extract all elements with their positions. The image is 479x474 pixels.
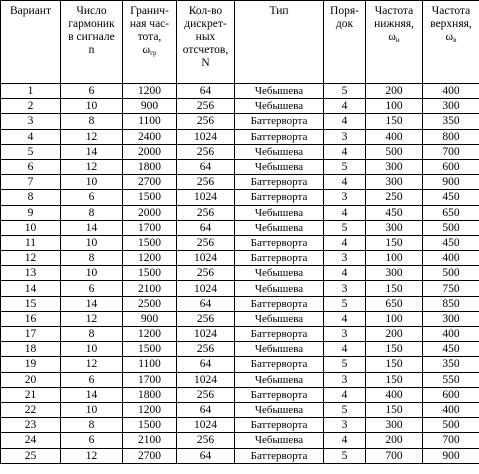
samples-cell: 256 xyxy=(177,175,235,190)
table-row xyxy=(1,251,479,266)
high-freq-cell: 400 xyxy=(423,402,479,417)
samples-cell: 64 xyxy=(177,296,235,311)
low-freq-cell: 300 xyxy=(366,418,423,433)
cutoff-cell: 1700 xyxy=(123,220,177,235)
harmonics-cell: 8 xyxy=(61,418,123,433)
order-cell: 4 xyxy=(324,342,366,357)
table-row xyxy=(1,129,479,144)
order-cell: 4 xyxy=(324,387,366,402)
high-freq-cell: 450 xyxy=(423,190,479,205)
harmonics-cell: 10 xyxy=(61,235,123,250)
high-freq-cell: 300 xyxy=(423,99,479,114)
high-freq-cell: 800 xyxy=(423,129,479,144)
low-freq-cell: 650 xyxy=(366,296,423,311)
order-cell: 4 xyxy=(324,114,366,129)
order-cell: 3 xyxy=(324,418,366,433)
variant-cell: 24 xyxy=(1,433,61,448)
cutoff-cell: 1500 xyxy=(123,266,177,281)
table-row xyxy=(1,190,479,205)
type-cell: Чебышева xyxy=(235,281,324,296)
order-cell: 5 xyxy=(324,220,366,235)
variant-cell: 6 xyxy=(1,159,61,174)
type-cell: Чебышева xyxy=(235,99,324,114)
samples-cell: 1024 xyxy=(177,281,235,296)
table-row xyxy=(1,327,479,342)
harmonics-cell: 12 xyxy=(61,159,123,174)
harmonics-cell: 6 xyxy=(61,433,123,448)
type-cell: Чебышева xyxy=(235,433,324,448)
header-high-frequency: Частота верхняя, $\omega_в$ xyxy=(423,1,479,84)
order-cell: 5 xyxy=(324,402,366,417)
cutoff-cell: 1800 xyxy=(123,159,177,174)
low-freq-cell: 150 xyxy=(366,281,423,296)
order-cell: 5 xyxy=(324,296,366,311)
samples-cell: 1024 xyxy=(177,327,235,342)
order-cell: 4 xyxy=(324,205,366,220)
header-harmonics: Число гармоник в сигнале n xyxy=(61,1,123,84)
variant-cell: 20 xyxy=(1,372,61,387)
variant-cell: 17 xyxy=(1,327,61,342)
variant-cell: 9 xyxy=(1,205,61,220)
high-freq-cell: 500 xyxy=(423,418,479,433)
order-cell: 4 xyxy=(324,235,366,250)
table-row xyxy=(1,281,479,296)
table-row xyxy=(1,159,479,174)
header-cutoff-frequency: Гранич- ная час- тота, $\omega_{гр}$ xyxy=(123,1,177,84)
harmonics-cell: 8 xyxy=(61,205,123,220)
harmonics-cell: 14 xyxy=(61,220,123,235)
low-freq-cell: 400 xyxy=(366,129,423,144)
high-freq-cell: 600 xyxy=(423,387,479,402)
type-cell: Чебышева xyxy=(235,205,324,220)
low-freq-cell: 150 xyxy=(366,114,423,129)
type-cell: Баттерворта xyxy=(235,114,324,129)
table-body xyxy=(1,84,479,464)
low-freq-cell: 150 xyxy=(366,357,423,372)
cutoff-cell: 1200 xyxy=(123,327,177,342)
variant-cell: 1 xyxy=(1,84,61,99)
table-row xyxy=(1,448,479,463)
cutoff-cell: 1200 xyxy=(123,251,177,266)
harmonics-cell: 12 xyxy=(61,448,123,463)
low-freq-cell: 200 xyxy=(366,327,423,342)
type-cell: Баттерворта xyxy=(235,448,324,463)
cutoff-cell: 1500 xyxy=(123,235,177,250)
samples-cell: 64 xyxy=(177,84,235,99)
table-row xyxy=(1,205,479,220)
table-row xyxy=(1,418,479,433)
harmonics-cell: 12 xyxy=(61,357,123,372)
samples-cell: 1024 xyxy=(177,418,235,433)
variant-cell: 16 xyxy=(1,311,61,326)
order-cell: 5 xyxy=(324,357,366,372)
low-freq-cell: 200 xyxy=(366,84,423,99)
low-freq-cell: 300 xyxy=(366,175,423,190)
type-cell: Баттерворта xyxy=(235,175,324,190)
high-freq-cell: 500 xyxy=(423,266,479,281)
table-row xyxy=(1,311,479,326)
low-freq-cell: 700 xyxy=(366,448,423,463)
samples-cell: 64 xyxy=(177,448,235,463)
high-freq-cell: 400 xyxy=(423,327,479,342)
table-row xyxy=(1,114,479,129)
cutoff-cell: 2000 xyxy=(123,144,177,159)
high-freq-cell: 700 xyxy=(423,144,479,159)
order-cell: 3 xyxy=(324,251,366,266)
samples-cell: 1024 xyxy=(177,372,235,387)
high-freq-cell: 750 xyxy=(423,281,479,296)
variant-cell: 11 xyxy=(1,235,61,250)
type-cell: Баттерворта xyxy=(235,235,324,250)
variant-cell: 7 xyxy=(1,175,61,190)
table-row xyxy=(1,144,479,159)
harmonics-cell: 8 xyxy=(61,114,123,129)
cutoff-cell: 2500 xyxy=(123,296,177,311)
variant-cell: 21 xyxy=(1,387,61,402)
low-freq-cell: 300 xyxy=(366,266,423,281)
low-freq-cell: 300 xyxy=(366,220,423,235)
table-row xyxy=(1,266,479,281)
order-cell: 3 xyxy=(324,190,366,205)
order-cell: 3 xyxy=(324,281,366,296)
low-freq-cell: 150 xyxy=(366,402,423,417)
cutoff-cell: 900 xyxy=(123,99,177,114)
low-freq-cell: 200 xyxy=(366,433,423,448)
variant-cell: 19 xyxy=(1,357,61,372)
cutoff-cell: 1100 xyxy=(123,114,177,129)
type-cell: Баттерворта xyxy=(235,251,324,266)
high-freq-cell: 700 xyxy=(423,433,479,448)
variant-cell: 4 xyxy=(1,129,61,144)
variant-cell: 13 xyxy=(1,266,61,281)
variant-cell: 14 xyxy=(1,281,61,296)
samples-cell: 64 xyxy=(177,402,235,417)
table-row xyxy=(1,99,479,114)
cutoff-cell: 2100 xyxy=(123,433,177,448)
high-freq-cell: 850 xyxy=(423,296,479,311)
harmonics-cell: 6 xyxy=(61,190,123,205)
low-freq-cell: 150 xyxy=(366,342,423,357)
cutoff-cell: 2400 xyxy=(123,129,177,144)
table-row xyxy=(1,372,479,387)
high-freq-cell: 650 xyxy=(423,205,479,220)
order-cell: 3 xyxy=(324,327,366,342)
low-freq-cell: 100 xyxy=(366,311,423,326)
low-freq-cell: 100 xyxy=(366,99,423,114)
harmonics-cell: 12 xyxy=(61,129,123,144)
variant-cell: 22 xyxy=(1,402,61,417)
table-row xyxy=(1,387,479,402)
samples-cell: 64 xyxy=(177,220,235,235)
cutoff-cell: 2100 xyxy=(123,281,177,296)
low-freq-cell: 300 xyxy=(366,159,423,174)
variant-cell: 8 xyxy=(1,190,61,205)
table-row xyxy=(1,402,479,417)
variant-cell: 12 xyxy=(1,251,61,266)
variant-cell: 3 xyxy=(1,114,61,129)
cutoff-cell: 2000 xyxy=(123,205,177,220)
samples-cell: 256 xyxy=(177,99,235,114)
high-freq-cell: 550 xyxy=(423,372,479,387)
harmonics-cell: 8 xyxy=(61,251,123,266)
harmonics-cell: 14 xyxy=(61,296,123,311)
type-cell: Баттерворта xyxy=(235,387,324,402)
type-cell: Чебышева xyxy=(235,266,324,281)
variant-cell: 25 xyxy=(1,448,61,463)
order-cell: 4 xyxy=(324,175,366,190)
order-cell: 5 xyxy=(324,84,366,99)
harmonics-cell: 10 xyxy=(61,342,123,357)
samples-cell: 256 xyxy=(177,266,235,281)
table-row xyxy=(1,175,479,190)
type-cell: Чебышева xyxy=(235,144,324,159)
samples-cell: 256 xyxy=(177,235,235,250)
type-cell: Баттерворта xyxy=(235,327,324,342)
harmonics-cell: 8 xyxy=(61,327,123,342)
high-freq-cell: 400 xyxy=(423,251,479,266)
samples-cell: 1024 xyxy=(177,129,235,144)
high-freq-cell: 600 xyxy=(423,159,479,174)
high-freq-cell: 400 xyxy=(423,84,479,99)
variant-cell: 18 xyxy=(1,342,61,357)
cutoff-cell: 1500 xyxy=(123,418,177,433)
harmonics-cell: 10 xyxy=(61,99,123,114)
table-row xyxy=(1,342,479,357)
header-order: Поря- док xyxy=(324,1,366,84)
table-row xyxy=(1,84,479,99)
harmonics-cell: 6 xyxy=(61,84,123,99)
samples-cell: 64 xyxy=(177,159,235,174)
order-cell: 5 xyxy=(324,159,366,174)
type-cell: Чебышева xyxy=(235,402,324,417)
samples-cell: 256 xyxy=(177,311,235,326)
order-cell: 4 xyxy=(324,311,366,326)
cutoff-cell: 1200 xyxy=(123,84,177,99)
table-row xyxy=(1,220,479,235)
type-cell: Чебышева xyxy=(235,372,324,387)
variant-cell: 5 xyxy=(1,144,61,159)
low-freq-cell: 450 xyxy=(366,205,423,220)
order-cell: 4 xyxy=(324,99,366,114)
harmonics-cell: 14 xyxy=(61,387,123,402)
samples-cell: 64 xyxy=(177,357,235,372)
samples-cell: 1024 xyxy=(177,190,235,205)
header-type: Тип xyxy=(235,1,324,84)
samples-cell: 256 xyxy=(177,433,235,448)
table-row xyxy=(1,296,479,311)
header-sample-count: Кол-во дискрет- ных отсчетов, N xyxy=(177,1,235,84)
low-freq-cell: 100 xyxy=(366,251,423,266)
table-row xyxy=(1,235,479,250)
samples-cell: 256 xyxy=(177,342,235,357)
cutoff-cell: 1200 xyxy=(123,402,177,417)
samples-cell: 1024 xyxy=(177,251,235,266)
order-cell: 3 xyxy=(324,129,366,144)
type-cell: Чебышева xyxy=(235,220,324,235)
cutoff-cell: 2700 xyxy=(123,448,177,463)
variant-cell: 10 xyxy=(1,220,61,235)
order-cell: 3 xyxy=(324,372,366,387)
samples-cell: 256 xyxy=(177,205,235,220)
cutoff-cell: 1800 xyxy=(123,387,177,402)
type-cell: Баттерворта xyxy=(235,129,324,144)
harmonics-cell: 6 xyxy=(61,372,123,387)
low-freq-cell: 250 xyxy=(366,190,423,205)
cutoff-cell: 1500 xyxy=(123,190,177,205)
high-freq-cell: 500 xyxy=(423,220,479,235)
harmonics-cell: 10 xyxy=(61,266,123,281)
high-freq-cell: 450 xyxy=(423,342,479,357)
header-row xyxy=(1,1,479,84)
harmonics-cell: 10 xyxy=(61,402,123,417)
order-cell: 4 xyxy=(324,433,366,448)
type-cell: Баттерворта xyxy=(235,418,324,433)
table-row xyxy=(1,433,479,448)
type-cell: Чебышева xyxy=(235,311,324,326)
samples-cell: 256 xyxy=(177,387,235,402)
order-cell: 4 xyxy=(324,144,366,159)
type-cell: Баттерворта xyxy=(235,296,324,311)
cutoff-cell: 900 xyxy=(123,311,177,326)
high-freq-cell: 900 xyxy=(423,448,479,463)
low-freq-cell: 150 xyxy=(366,372,423,387)
high-freq-cell: 300 xyxy=(423,311,479,326)
samples-cell: 256 xyxy=(177,114,235,129)
cutoff-cell: 1500 xyxy=(123,342,177,357)
cutoff-cell: 2700 xyxy=(123,175,177,190)
type-cell: Чебышева xyxy=(235,342,324,357)
high-freq-cell: 450 xyxy=(423,235,479,250)
order-cell: 4 xyxy=(324,266,366,281)
harmonics-cell: 14 xyxy=(61,144,123,159)
high-freq-cell: 900 xyxy=(423,175,479,190)
low-freq-cell: 400 xyxy=(366,387,423,402)
variant-cell: 23 xyxy=(1,418,61,433)
harmonics-cell: 6 xyxy=(61,281,123,296)
type-cell: Чебышева xyxy=(235,159,324,174)
low-freq-cell: 150 xyxy=(366,235,423,250)
cutoff-cell: 1100 xyxy=(123,357,177,372)
header-low-frequency: Частота нижняя, $\omega_н$ xyxy=(366,1,423,84)
table-row xyxy=(1,357,479,372)
high-freq-cell: 350 xyxy=(423,357,479,372)
harmonics-cell: 12 xyxy=(61,311,123,326)
variant-cell: 15 xyxy=(1,296,61,311)
type-cell: Баттерворта xyxy=(235,357,324,372)
type-cell: Чебышева xyxy=(235,84,324,99)
samples-cell: 256 xyxy=(177,144,235,159)
cutoff-cell: 1700 xyxy=(123,372,177,387)
harmonics-cell: 10 xyxy=(61,175,123,190)
type-cell: Баттерворта xyxy=(235,190,324,205)
low-freq-cell: 500 xyxy=(366,144,423,159)
header-variant: Вариант xyxy=(1,1,61,84)
variant-cell: 2 xyxy=(1,99,61,114)
order-cell: 5 xyxy=(324,448,366,463)
high-freq-cell: 350 xyxy=(423,114,479,129)
